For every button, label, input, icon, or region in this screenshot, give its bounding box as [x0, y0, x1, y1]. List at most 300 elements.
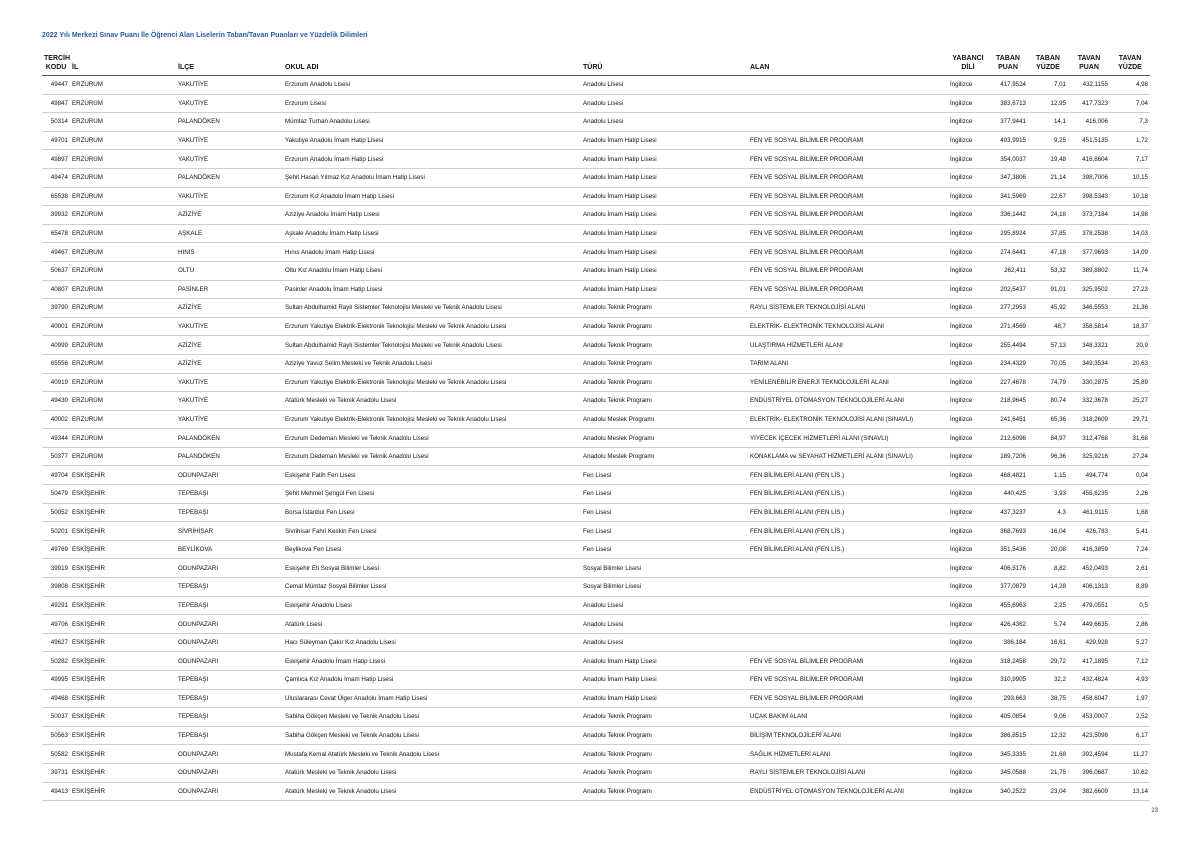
cell-alan: FEN VE SOSYAL BİLİMLER PROGRAMI — [748, 671, 948, 690]
cell-tavan-puan: 458,6047 — [1068, 689, 1110, 708]
cell-tavan-yuzde: 31,68 — [1110, 429, 1150, 448]
table-body — [42, 76, 1150, 801]
school-scores-table — [42, 55, 1150, 801]
table-row — [42, 224, 1150, 243]
cell-taban-yuzde: 80,74 — [1028, 392, 1068, 411]
cell-tavan-puan: 426,783 — [1068, 522, 1110, 541]
cell-ilce: YAKUTİYE — [176, 150, 283, 169]
cell-il: ESKİŞEHİR — [70, 466, 176, 485]
cell-il: ERZURUM — [70, 113, 176, 132]
cell-taban-puan: 202,5437 — [988, 280, 1028, 299]
cell-tavan-puan: 377,9693 — [1068, 243, 1110, 262]
header-ilce: İLÇE — [176, 55, 283, 76]
cell-taban-yuzde: 37,85 — [1028, 224, 1068, 243]
cell-okul-adi: Erzurum Anadolu İmam Hatip Lisesi — [283, 150, 581, 169]
cell-tavan-yuzde: 21,36 — [1110, 299, 1150, 318]
cell-taban-yuzde: 38,75 — [1028, 689, 1068, 708]
cell-okul-adi: Erzurum Anadolu Lisesi — [283, 76, 581, 95]
cell-taban-puan: 377,0879 — [988, 578, 1028, 597]
cell-il: ESKİŞEHİR — [70, 763, 176, 782]
cell-ilce: AŞKALE — [176, 224, 283, 243]
cell-taban-puan: 271,4569 — [988, 317, 1028, 336]
cell-tercih-kodu: 40002 — [42, 410, 70, 429]
table-row — [42, 243, 1150, 262]
cell-turu: Fen Lisesi — [581, 485, 748, 504]
cell-tavan-puan: 453,0007 — [1068, 708, 1110, 727]
cell-turu: Fen Lisesi — [581, 522, 748, 541]
cell-tercih-kodu: 50037 — [42, 708, 70, 727]
cell-il: ERZURUM — [70, 168, 176, 187]
cell-ilce: PALANDÖKEN — [176, 447, 283, 466]
cell-tavan-puan: 378,2538 — [1068, 224, 1110, 243]
cell-tercih-kodu: 39790 — [42, 299, 70, 318]
cell-taban-yuzde: 14,28 — [1028, 578, 1068, 597]
cell-turu: Fen Lisesi — [581, 503, 748, 522]
cell-turu: Anadolu Teknik Programı — [581, 299, 748, 318]
cell-tavan-yuzde: 2,86 — [1110, 615, 1150, 634]
cell-il: ESKİŞEHİR — [70, 559, 176, 578]
cell-tavan-yuzde: 8,89 — [1110, 578, 1150, 597]
cell-il: ERZURUM — [70, 299, 176, 318]
cell-alan — [748, 596, 948, 615]
cell-alan: FEN BİLİMLERİ ALANI (FEN LİS.) — [748, 540, 948, 559]
table-row — [42, 522, 1150, 541]
cell-alan: FEN BİLİMLERİ ALANI (FEN LİS.) — [748, 466, 948, 485]
cell-tavan-puan: 318,2609 — [1068, 410, 1110, 429]
cell-tercih-kodu: 49291 — [42, 596, 70, 615]
cell-tavan-puan: 332,3678 — [1068, 392, 1110, 411]
cell-ilce: ODUNPAZARI — [176, 782, 283, 801]
cell-ilce: ODUNPAZARI — [176, 745, 283, 764]
cell-taban-yuzde: 5,74 — [1028, 615, 1068, 634]
cell-turu: Anadolu İmam Hatip Lisesi — [581, 168, 748, 187]
cell-tercih-kodu: 49413 — [42, 782, 70, 801]
cell-tavan-yuzde: 14,98 — [1110, 206, 1150, 225]
cell-okul-adi: Eskişehir Anadolu İmam Hatip Lisesi — [283, 652, 581, 671]
cell-tavan-yuzde: 7,3 — [1110, 113, 1150, 132]
cell-yabanci-dili: İngilizce — [948, 354, 988, 373]
cell-yabanci-dili: İngilizce — [948, 317, 988, 336]
cell-yabanci-dili: İngilizce — [948, 503, 988, 522]
cell-taban-puan: 255,4494 — [988, 336, 1028, 355]
cell-taban-yuzde: 21,68 — [1028, 745, 1068, 764]
cell-yabanci-dili: İngilizce — [948, 596, 988, 615]
cell-tavan-puan: 452,0493 — [1068, 559, 1110, 578]
cell-taban-puan: 351,5436 — [988, 540, 1028, 559]
table-row — [42, 261, 1150, 280]
cell-alan: FEN VE SOSYAL BİLİMLER PROGRAMI — [748, 150, 948, 169]
cell-il: ERZURUM — [70, 317, 176, 336]
cell-tercih-kodu: 49468 — [42, 689, 70, 708]
cell-taban-puan: 293,663 — [988, 689, 1028, 708]
table-row — [42, 280, 1150, 299]
header-taban-puan: TABAN PUAN — [988, 55, 1028, 76]
table-row — [42, 559, 1150, 578]
cell-tercih-kodu: 50052 — [42, 503, 70, 522]
document-title: 2022 Yılı Merkezi Sınav Puanı İle Öğrenci Alan Liselerin Taban/Tavan Puanları ve Yüzdelik Dilimleri — [42, 32, 368, 39]
cell-yabanci-dili: İngilizce — [948, 671, 988, 690]
cell-okul-adi: Şehit Mehmet Şengül Fen Lisesi — [283, 485, 581, 504]
cell-turu: Anadolu Lisesi — [581, 94, 748, 113]
cell-taban-puan: 341,5969 — [988, 187, 1028, 206]
cell-ilce: TEPEBAŞI — [176, 708, 283, 727]
cell-tavan-puan: 348,3321 — [1068, 336, 1110, 355]
cell-tavan-puan: 417,7323 — [1068, 94, 1110, 113]
cell-taban-puan: 345,0588 — [988, 763, 1028, 782]
cell-turu: Anadolu Lisesi — [581, 76, 748, 95]
table-row — [42, 745, 1150, 764]
cell-alan: SAĞLIK HİZMETLERİ ALANI — [748, 745, 948, 764]
cell-tavan-yuzde: 20,9 — [1110, 336, 1150, 355]
cell-tercih-kodu: 49995 — [42, 671, 70, 690]
cell-tercih-kodu: 49701 — [42, 131, 70, 150]
cell-turu: Anadolu Teknik Programı — [581, 708, 748, 727]
cell-alan: FEN VE SOSYAL BİLİMLER PROGRAMI — [748, 689, 948, 708]
cell-turu: Anadolu İmam Hatip Lisesi — [581, 187, 748, 206]
cell-taban-puan: 295,8924 — [988, 224, 1028, 243]
cell-ilce: YAKUTİYE — [176, 317, 283, 336]
cell-turu: Anadolu Lisesi — [581, 633, 748, 652]
cell-tavan-yuzde: 2,26 — [1110, 485, 1150, 504]
cell-turu: Anadolu Meslek Programı — [581, 429, 748, 448]
header-tavan-yuzde: TAVAN YÜZDE — [1110, 55, 1150, 76]
cell-taban-puan: 468,4821 — [988, 466, 1028, 485]
cell-taban-puan: 440,425 — [988, 485, 1028, 504]
table-row — [42, 317, 1150, 336]
cell-ilce: OLTU — [176, 261, 283, 280]
cell-tavan-puan: 312,4768 — [1068, 429, 1110, 448]
cell-turu: Anadolu İmam Hatip Lisesi — [581, 671, 748, 690]
cell-tavan-puan: 358,5814 — [1068, 317, 1110, 336]
cell-tavan-puan: 389,8802 — [1068, 261, 1110, 280]
cell-turu: Anadolu Lisesi — [581, 596, 748, 615]
table-row — [42, 392, 1150, 411]
cell-taban-yuzde: 16,61 — [1028, 633, 1068, 652]
cell-taban-yuzde: 9,06 — [1028, 708, 1068, 727]
table-row — [42, 689, 1150, 708]
cell-il: ERZURUM — [70, 76, 176, 95]
table-row — [42, 429, 1150, 448]
cell-yabanci-dili: İngilizce — [948, 150, 988, 169]
cell-tavan-yuzde: 25,89 — [1110, 373, 1150, 392]
cell-ilce: PALANDÖKEN — [176, 429, 283, 448]
cell-yabanci-dili: İngilizce — [948, 299, 988, 318]
cell-taban-puan: 189,7206 — [988, 447, 1028, 466]
cell-ilce: HINIS — [176, 243, 283, 262]
cell-alan: ENDÜSTRİYEL OTOMASYON TEKNOLOJİLERİ ALANI — [748, 782, 948, 801]
cell-tercih-kodu: 65538 — [42, 187, 70, 206]
cell-yabanci-dili: İngilizce — [948, 485, 988, 504]
cell-tavan-yuzde: 7,12 — [1110, 652, 1150, 671]
cell-taban-puan: 241,6451 — [988, 410, 1028, 429]
cell-ilce: AZİZİYE — [176, 354, 283, 373]
cell-okul-adi: Sultan Abdulhamid Raylı Sistemler Teknolojisi Mesleki ve Teknik Anadolu Lisesi — [283, 336, 581, 355]
cell-il: ESKİŞEHİR — [70, 671, 176, 690]
cell-alan: ELEKTRİK- ELEKTRONİK TEKNOLOJİSİ ALANI (SINAVLI) — [748, 410, 948, 429]
cell-yabanci-dili: İngilizce — [948, 615, 988, 634]
cell-okul-adi: Beylikova Fen Lisesi — [283, 540, 581, 559]
cell-ilce: TEPEBAŞI — [176, 578, 283, 597]
cell-turu: Anadolu Teknik Programı — [581, 336, 748, 355]
cell-okul-adi: Hacı Süleyman Çakır Kız Anadolu Lisesi — [283, 633, 581, 652]
cell-alan — [748, 113, 948, 132]
cell-turu: Anadolu Teknik Programı — [581, 782, 748, 801]
cell-yabanci-dili: İngilizce — [948, 689, 988, 708]
cell-taban-puan: 274,6441 — [988, 243, 1028, 262]
cell-taban-yuzde: 1,15 — [1028, 466, 1068, 485]
cell-taban-yuzde: 65,36 — [1028, 410, 1068, 429]
cell-tavan-puan: 455,6235 — [1068, 485, 1110, 504]
cell-taban-puan: 455,6963 — [988, 596, 1028, 615]
cell-taban-yuzde: 91,01 — [1028, 280, 1068, 299]
cell-ilce: YAKUTİYE — [176, 76, 283, 95]
cell-yabanci-dili: İngilizce — [948, 410, 988, 429]
cell-taban-puan: 403,9915 — [988, 131, 1028, 150]
cell-il: ERZURUM — [70, 261, 176, 280]
cell-taban-puan: 405,0854 — [988, 708, 1028, 727]
cell-alan — [748, 578, 948, 597]
cell-il: ERZURUM — [70, 373, 176, 392]
cell-tavan-yuzde: 6,17 — [1110, 726, 1150, 745]
cell-tercih-kodu: 65556 — [42, 354, 70, 373]
cell-tavan-puan: 392,4594 — [1068, 745, 1110, 764]
cell-turu: Anadolu Teknik Programı — [581, 373, 748, 392]
cell-yabanci-dili: İngilizce — [948, 373, 988, 392]
cell-alan: RAYLI SİSTEMLER TEKNOLOJİSİ ALANI — [748, 763, 948, 782]
cell-il: ERZURUM — [70, 243, 176, 262]
cell-tavan-yuzde: 18,37 — [1110, 317, 1150, 336]
cell-yabanci-dili: İngilizce — [948, 726, 988, 745]
cell-il: ERZURUM — [70, 94, 176, 113]
cell-tavan-puan: 373,7184 — [1068, 206, 1110, 225]
cell-alan: UÇAK BAKIM ALANI — [748, 708, 948, 727]
cell-yabanci-dili: İngilizce — [948, 113, 988, 132]
cell-okul-adi: Aşkale Anadolu İmam Hatip Lisesi — [283, 224, 581, 243]
cell-taban-puan: 426,4362 — [988, 615, 1028, 634]
cell-il: ERZURUM — [70, 206, 176, 225]
cell-okul-adi: Erzurum Dedeman Mesleki ve Teknik Anadolu Lisesi — [283, 429, 581, 448]
cell-tavan-puan: 432,4824 — [1068, 671, 1110, 690]
cell-tercih-kodu: 49430 — [42, 392, 70, 411]
cell-okul-adi: Mümtaz Turhan Anadolu Lisesi — [283, 113, 581, 132]
cell-alan: FEN VE SOSYAL BİLİMLER PROGRAMI — [748, 243, 948, 262]
cell-taban-puan: 234,4329 — [988, 354, 1028, 373]
cell-il: ESKİŞEHİR — [70, 726, 176, 745]
cell-turu: Anadolu İmam Hatip Lisesi — [581, 689, 748, 708]
cell-taban-yuzde: 22,67 — [1028, 187, 1068, 206]
cell-il: ESKİŞEHİR — [70, 633, 176, 652]
cell-okul-adi: Erzurum Lisesi — [283, 94, 581, 113]
cell-turu: Anadolu Teknik Programı — [581, 726, 748, 745]
cell-tavan-yuzde: 7,17 — [1110, 150, 1150, 169]
cell-taban-yuzde: 21,14 — [1028, 168, 1068, 187]
cell-taban-yuzde: 53,32 — [1028, 261, 1068, 280]
cell-alan: RAYLI SİSTEMLER TEKNOLOJİSİ ALANI — [748, 299, 948, 318]
cell-taban-puan: 212,6096 — [988, 429, 1028, 448]
cell-taban-puan: 417,9524 — [988, 76, 1028, 95]
table-row — [42, 131, 1150, 150]
table-header-row — [42, 55, 1150, 76]
table-row — [42, 726, 1150, 745]
cell-ilce: YAKUTİYE — [176, 410, 283, 429]
cell-ilce: ODUNPAZARI — [176, 615, 283, 634]
cell-okul-adi: Atatürk Mesleki ve Teknik Anadolu Lisesi — [283, 763, 581, 782]
cell-okul-adi: Sabiha Gökçen Mesleki ve Teknik Anadolu Lisesi — [283, 708, 581, 727]
cell-turu: Anadolu Teknik Programı — [581, 317, 748, 336]
cell-ilce: TEPEBAŞI — [176, 671, 283, 690]
cell-tercih-kodu: 50582 — [42, 745, 70, 764]
cell-okul-adi: Erzurum Kız Anadolu İmam Hatip Lisesi — [283, 187, 581, 206]
cell-tavan-yuzde: 10,18 — [1110, 187, 1150, 206]
cell-okul-adi: Eskişehir Fatih Fen Lisesi — [283, 466, 581, 485]
header-alan: ALAN — [748, 55, 948, 76]
cell-tercih-kodu: 40807 — [42, 280, 70, 299]
cell-tercih-kodu: 49467 — [42, 243, 70, 262]
cell-alan: FEN VE SOSYAL BİLİMLER PROGRAMI — [748, 280, 948, 299]
cell-ilce: AZİZİYE — [176, 336, 283, 355]
cell-okul-adi: Erzurum Yakutiye Elektrik-Elektronik Teknolojisi Mesleki ve Teknik Anadolu Lisesi — [283, 317, 581, 336]
header-yabanci-dili: YABANCI DİLİ — [948, 55, 988, 76]
cell-ilce: TEPEBAŞI — [176, 485, 283, 504]
cell-yabanci-dili: İngilizce — [948, 540, 988, 559]
cell-tavan-yuzde: 27,23 — [1110, 280, 1150, 299]
cell-taban-puan: 383,6713 — [988, 94, 1028, 113]
cell-alan: ULAŞTIRMA HİZMETLERİ ALANI — [748, 336, 948, 355]
cell-ilce: AZİZİYE — [176, 299, 283, 318]
cell-tercih-kodu: 49627 — [42, 633, 70, 652]
page-number: 23 — [1151, 808, 1158, 814]
table-row — [42, 708, 1150, 727]
cell-yabanci-dili: İngilizce — [948, 429, 988, 448]
cell-tavan-yuzde: 20,63 — [1110, 354, 1150, 373]
cell-okul-adi: Yakutiye Anadolu İmam Hatip Lisesi — [283, 131, 581, 150]
cell-okul-adi: Pasinler Anadolu İmam Hatip Lisesi — [283, 280, 581, 299]
cell-tavan-yuzde: 5,41 — [1110, 522, 1150, 541]
cell-il: ESKİŞEHİR — [70, 782, 176, 801]
cell-taban-yuzde: 19,48 — [1028, 150, 1068, 169]
cell-il: ESKİŞEHİR — [70, 522, 176, 541]
table-row — [42, 168, 1150, 187]
cell-taban-yuzde: 4,3 — [1028, 503, 1068, 522]
cell-tercih-kodu: 39919 — [42, 559, 70, 578]
cell-taban-puan: 354,0037 — [988, 150, 1028, 169]
cell-tercih-kodu: 49897 — [42, 150, 70, 169]
table-row — [42, 782, 1150, 801]
cell-alan: ENDÜSTRİYEL OTOMASYON TEKNOLOJİLERİ ALANI — [748, 392, 948, 411]
cell-tavan-yuzde: 14,09 — [1110, 243, 1150, 262]
cell-taban-puan: 310,9905 — [988, 671, 1028, 690]
cell-turu: Fen Lisesi — [581, 540, 748, 559]
cell-okul-adi: Aziziye Anadolu İmam Hatip Lisesi — [283, 206, 581, 225]
cell-ilce: PALANDÖKEN — [176, 168, 283, 187]
cell-taban-puan: 347,3806 — [988, 168, 1028, 187]
table-row — [42, 615, 1150, 634]
cell-alan: FEN VE SOSYAL BİLİMLER PROGRAMI — [748, 652, 948, 671]
cell-tavan-yuzde: 14,03 — [1110, 224, 1150, 243]
cell-il: ERZURUM — [70, 336, 176, 355]
cell-taban-puan: 218,9645 — [988, 392, 1028, 411]
cell-taban-puan: 340,2522 — [988, 782, 1028, 801]
cell-turu: Anadolu İmam Hatip Lisesi — [581, 280, 748, 299]
cell-il: ESKİŞEHİR — [70, 652, 176, 671]
cell-taban-puan: 386,8515 — [988, 726, 1028, 745]
cell-turu: Anadolu Meslek Programı — [581, 447, 748, 466]
cell-alan: FEN VE SOSYAL BİLİMLER PROGRAMI — [748, 206, 948, 225]
cell-tercih-kodu: 50563 — [42, 726, 70, 745]
cell-alan: FEN VE SOSYAL BİLİMLER PROGRAMI — [748, 187, 948, 206]
cell-alan: KONAKLAMA ve SEYAHAT HİZMETLERİ ALANI (SINAVLI) — [748, 447, 948, 466]
cell-tercih-kodu: 40919 — [42, 373, 70, 392]
cell-tavan-puan: 398,7006 — [1068, 168, 1110, 187]
cell-tavan-puan: 432,1155 — [1068, 76, 1110, 95]
cell-ilce: TEPEBAŞI — [176, 503, 283, 522]
cell-taban-yuzde: 74,79 — [1028, 373, 1068, 392]
cell-okul-adi: Atatürk Lisesi — [283, 615, 581, 634]
cell-tavan-puan: 417,1895 — [1068, 652, 1110, 671]
cell-tavan-yuzde: 25,27 — [1110, 392, 1150, 411]
cell-tavan-yuzde: 5,27 — [1110, 633, 1150, 652]
cell-taban-yuzde: 8,82 — [1028, 559, 1068, 578]
cell-ilce: ODUNPAZARI — [176, 559, 283, 578]
cell-tercih-kodu: 50377 — [42, 447, 70, 466]
cell-taban-puan: 345,3335 — [988, 745, 1028, 764]
cell-okul-adi: Oltu Kız Anadolu İmam Hatip Lisesi — [283, 261, 581, 280]
cell-turu: Sosyal Bilimler Lisesi — [581, 578, 748, 597]
cell-yabanci-dili: İngilizce — [948, 708, 988, 727]
cell-tavan-puan: 396,0687 — [1068, 763, 1110, 782]
table-row — [42, 113, 1150, 132]
cell-il: ESKİŞEHİR — [70, 596, 176, 615]
cell-taban-yuzde: 47,18 — [1028, 243, 1068, 262]
cell-okul-adi: Erzurum Yakutiye Elektrik-Elektronik Teknolojisi Mesleki ve Teknik Anadolu Lisesi — [283, 410, 581, 429]
cell-yabanci-dili: İngilizce — [948, 336, 988, 355]
table-row — [42, 447, 1150, 466]
cell-il: ESKİŞEHİR — [70, 689, 176, 708]
cell-turu: Anadolu Teknik Programı — [581, 745, 748, 764]
cell-ilce: YAKUTİYE — [176, 373, 283, 392]
table-row — [42, 354, 1150, 373]
cell-il: ERZURUM — [70, 150, 176, 169]
cell-alan: ELEKTRİK- ELEKTRONİK TEKNOLOJİSİ ALANI — [748, 317, 948, 336]
cell-tavan-yuzde: 1,97 — [1110, 689, 1150, 708]
cell-yabanci-dili: İngilizce — [948, 392, 988, 411]
cell-tercih-kodu: 49769 — [42, 540, 70, 559]
cell-yabanci-dili: İngilizce — [948, 559, 988, 578]
cell-alan: FEN VE SOSYAL BİLİMLER PROGRAMI — [748, 131, 948, 150]
cell-il: ESKİŞEHİR — [70, 615, 176, 634]
cell-alan: FEN VE SOSYAL BİLİMLER PROGRAMI — [748, 224, 948, 243]
cell-tavan-yuzde: 11,27 — [1110, 745, 1150, 764]
table-row — [42, 596, 1150, 615]
cell-yabanci-dili: İngilizce — [948, 187, 988, 206]
cell-turu: Anadolu İmam Hatip Lisesi — [581, 131, 748, 150]
cell-taban-puan: 227,4678 — [988, 373, 1028, 392]
cell-yabanci-dili: İngilizce — [948, 243, 988, 262]
cell-ilce: YAKUTİYE — [176, 94, 283, 113]
cell-ilce: TEPEBAŞI — [176, 726, 283, 745]
cell-taban-puan: 437,3237 — [988, 503, 1028, 522]
table-row — [42, 466, 1150, 485]
cell-tavan-yuzde: 10,62 — [1110, 763, 1150, 782]
cell-taban-yuzde: 24,18 — [1028, 206, 1068, 225]
cell-il: ERZURUM — [70, 429, 176, 448]
cell-alan: FEN VE SOSYAL BİLİMLER PROGRAMI — [748, 168, 948, 187]
table-row — [42, 652, 1150, 671]
cell-okul-adi: Uluslararası Cevat Ülger Anadolu İmam Hatip Lisesi — [283, 689, 581, 708]
cell-tercih-kodu: 40001 — [42, 317, 70, 336]
header-tercih-kodu: TERCİH KODU — [42, 55, 70, 76]
cell-turu: Fen Lisesi — [581, 466, 748, 485]
